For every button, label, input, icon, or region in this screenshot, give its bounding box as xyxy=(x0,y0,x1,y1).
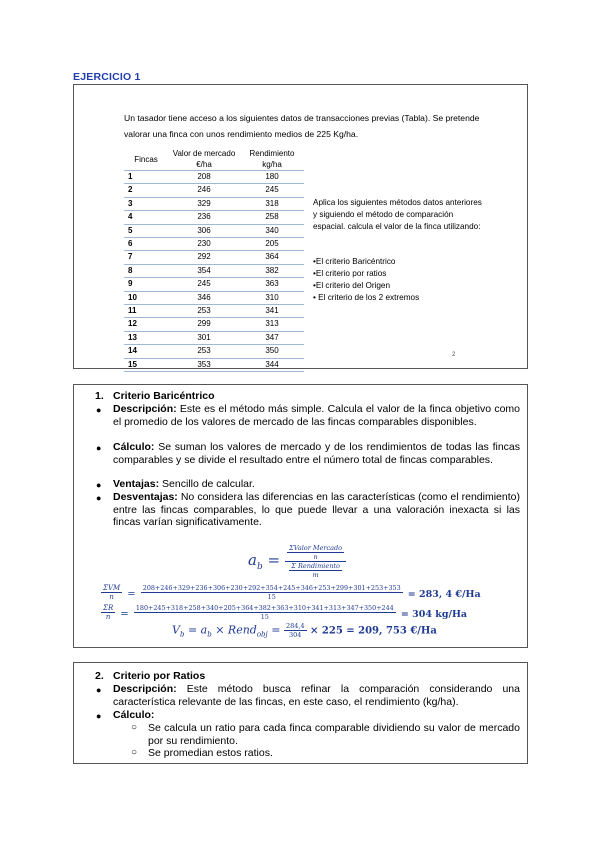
bullet-label: Cálculo: xyxy=(113,709,155,721)
cell-valor: 301 xyxy=(168,331,240,344)
formula-vb-result: × 225 = 209, 753 €/Ha xyxy=(310,625,437,637)
cell-rendimiento: 382 xyxy=(240,264,304,277)
bullet-calculo xyxy=(113,441,520,466)
bullet-descripcion-ratios xyxy=(113,683,520,708)
slide-instructions: Aplica los siguientes métodos datos anteriores y siguiendo el método de comparación espacial. calcula el valor de la finca utilizando: xyxy=(313,198,482,231)
cell-finca: 1 xyxy=(124,171,168,184)
formula-sr-div: 15 xyxy=(260,613,269,621)
cell-rendimiento: 313 xyxy=(240,318,304,331)
table-body xyxy=(124,171,304,372)
table-row xyxy=(124,358,304,371)
formula-svm-result: = 283, 4 €/Ha xyxy=(407,589,481,600)
cell-rendimiento: 245 xyxy=(240,184,304,197)
formula-svm-div: 15 xyxy=(267,593,276,601)
formula-svm-num: ΣVM xyxy=(103,584,121,592)
cell-rendimiento: 318 xyxy=(240,197,304,210)
formula-sr-num: ΣR xyxy=(103,604,114,612)
bullet-icon: ● xyxy=(96,480,102,490)
cell-valor: 292 xyxy=(168,251,240,264)
table-row xyxy=(124,345,304,358)
cell-valor: 329 xyxy=(168,197,240,210)
cell-rendimiento: 344 xyxy=(240,358,304,371)
bullet-text: Sencillo de calcular. xyxy=(159,478,255,490)
cell-finca: 6 xyxy=(124,238,168,251)
cell-rendimiento: 347 xyxy=(240,331,304,344)
cell-finca: 12 xyxy=(124,318,168,331)
section1-heading: Criterio Baricéntrico xyxy=(113,390,215,402)
bullet-label: Desventajas: xyxy=(113,491,178,503)
bullet-descripcion xyxy=(113,403,520,428)
bullet-text: Este método busca refinar la comparación considerando una característica relevante de las fincas, en este caso, el rendimiento (kg/ha). xyxy=(113,683,520,708)
bullet-desventajas xyxy=(113,491,520,529)
bullet-icon: ● xyxy=(96,685,102,695)
cell-rendimiento: 310 xyxy=(240,291,304,304)
cell-valor: 353 xyxy=(168,358,240,371)
section2-heading: Criterio por Ratios xyxy=(113,670,206,682)
cell-rendimiento: 364 xyxy=(240,251,304,264)
cell-finca: 11 xyxy=(124,305,168,318)
cell-finca: 7 xyxy=(124,251,168,264)
bullet-ventajas xyxy=(113,478,520,491)
cell-valor: 253 xyxy=(168,345,240,358)
formula-vb-ab: = a xyxy=(187,623,208,637)
formula-ab-bottom: Σ Rendimiento xyxy=(291,562,340,570)
formula-sr: $\frac{\Sigma R}{n}$ = $\frac{180+245+318+258+340+205+364+382+363+310+341+313+347+350+244}{15}$ = 304 kg/Ha xyxy=(103,604,468,621)
circle-bullet-icon: ○ xyxy=(131,747,138,758)
cell-rendimiento: 341 xyxy=(240,305,304,318)
formula-ab-symbol: a xyxy=(248,551,257,569)
formula-ab-subscript: b xyxy=(256,562,263,572)
formula-vb-symbol: V xyxy=(172,623,180,637)
method-item: • El criterio de los 2 extremos xyxy=(313,293,420,302)
formula-svm-den: n xyxy=(109,593,114,601)
bullet-text: No considera las diferencias en las características (como el rendimiento) entre las fincas comparables, lo que puede llevar a una valoración inexacta si las fincas varían significativamente. xyxy=(113,491,520,529)
formula-vb xyxy=(172,622,437,639)
table-row xyxy=(124,278,304,291)
cell-finca: 13 xyxy=(124,331,168,344)
subbullet-item: Se calcula un ratio para cada finca comparable dividiendo su valor de mercado por su rendimiento. xyxy=(148,722,520,747)
bullet-icon: ● xyxy=(96,405,102,415)
bullet-calculo-ratios xyxy=(113,709,520,722)
table-row xyxy=(124,305,304,318)
cell-finca: 10 xyxy=(124,291,168,304)
cell-valor: 253 xyxy=(168,305,240,318)
formula-ab: $a_b$ = $\frac{\frac{\text{ΣValor Mercado}}{n}}{\frac{\text{Σ Rendimiento}}{m}}$ xyxy=(248,544,346,579)
table-row xyxy=(124,197,304,210)
cell-valor: 245 xyxy=(168,278,240,291)
cell-valor: 208 xyxy=(168,171,240,184)
table-row xyxy=(124,251,304,264)
cell-finca: 3 xyxy=(124,197,168,210)
bullet-text: Este es el método más simple. Calcula el valor de la finca objetivo como el promedio de los valores de mercado de las fincas comparables disponibles. xyxy=(113,403,520,428)
cell-valor: 354 xyxy=(168,264,240,277)
formula-vb-rend: × Rend xyxy=(215,623,257,637)
cell-valor: 230 xyxy=(168,238,240,251)
bullet-label: Cálculo: xyxy=(113,441,155,453)
table-row xyxy=(124,264,304,277)
bullet-icon: ● xyxy=(96,711,102,721)
table-row xyxy=(124,331,304,344)
cell-finca: 5 xyxy=(124,224,168,237)
table-header-rendimiento: Rendimiento kg/ha xyxy=(249,149,295,169)
cell-finca: 15 xyxy=(124,358,168,371)
cell-valor: 299 xyxy=(168,318,240,331)
subbullet-item: Se promedian estos ratios. xyxy=(148,747,273,759)
table-row xyxy=(124,184,304,197)
table-header-valor: Valor de mercado €/ha xyxy=(172,149,236,169)
transactions-table xyxy=(124,148,304,372)
cell-finca: 14 xyxy=(124,345,168,358)
cell-valor: 246 xyxy=(168,184,240,197)
table-row xyxy=(124,211,304,224)
formula-sr-sum: 180+245+318+258+340+205+364+382+363+310+341+313+347+350+244 xyxy=(135,604,394,612)
bullet-label: Descripción: xyxy=(113,683,177,695)
circle-bullet-icon: ○ xyxy=(131,722,138,733)
cell-valor: 346 xyxy=(168,291,240,304)
table-header-fincas: Fincas xyxy=(134,154,158,164)
cell-rendimiento: 205 xyxy=(240,238,304,251)
formula-vb-ab-sub: b xyxy=(207,630,212,639)
cell-finca: 4 xyxy=(124,211,168,224)
table-row xyxy=(124,224,304,237)
bullet-icon: ● xyxy=(96,443,102,453)
formula-sr-result: = 304 kg/Ha xyxy=(400,609,468,620)
cell-finca: 8 xyxy=(124,264,168,277)
method-item: •El criterio Baricéntrico xyxy=(313,257,396,266)
slide-page-number: 2 xyxy=(452,352,456,358)
method-item: •El criterio por ratios xyxy=(313,269,387,278)
formula-ab-top-den: n xyxy=(313,553,318,561)
formula-ab-bottom-den: m xyxy=(312,571,319,579)
section1-number: 1. xyxy=(95,390,104,402)
table-row xyxy=(124,238,304,251)
cell-rendimiento: 350 xyxy=(240,345,304,358)
page-title: EJERCICIO 1 xyxy=(73,71,141,83)
bullet-icon: ● xyxy=(96,493,102,503)
cell-rendimiento: 363 xyxy=(240,278,304,291)
cell-rendimiento: 340 xyxy=(240,224,304,237)
method-item: •El criterio del Origen xyxy=(313,281,391,290)
formula-vb-subscript: b xyxy=(179,630,185,639)
section2-number: 2. xyxy=(95,670,104,682)
formula-vb-equals: = xyxy=(271,623,281,637)
formula-vb-frac-num: 284,4 xyxy=(285,622,305,630)
table-row xyxy=(124,291,304,304)
bullet-label: Ventajas: xyxy=(113,478,160,490)
cell-finca: 2 xyxy=(124,184,168,197)
cell-rendimiento: 258 xyxy=(240,211,304,224)
bullet-text: Se suman los valores de mercado y de los rendimientos de todas las fincas comparables y se divide el resultado entre el número total de fincas comparables. xyxy=(113,441,520,466)
cell-rendimiento: 180 xyxy=(240,171,304,184)
bullet-label: Descripción: xyxy=(113,403,177,415)
formula-sr-den: n xyxy=(105,613,111,621)
cell-finca: 9 xyxy=(124,278,168,291)
formula-svm: $\frac{\text{ΣVM}}{n}$ = $\frac{208+246+329+236+306+230+292+354+245+346+253+299+301+253+353}{15}$ = 283, 4 €/Ha xyxy=(103,584,481,601)
table-row xyxy=(124,318,304,331)
cell-valor: 306 xyxy=(168,224,240,237)
methods-list xyxy=(313,256,493,304)
slide-intro-text: Un tasador tiene acceso a los siguientes datos de transacciones previas (Tabla). Se pretende valorar una finca con unos rendimiento medios de 225 Kg/ha. xyxy=(124,113,480,139)
formula-ab-top: ΣValor Mercado xyxy=(289,544,343,552)
cell-valor: 236 xyxy=(168,211,240,224)
formula-vb-rend-sub: obj xyxy=(256,630,268,639)
table-row xyxy=(124,171,304,184)
formula-svm-sum: 208+246+329+236+306+230+292+354+245+346+253+299+301+253+353 xyxy=(142,584,401,592)
formula-vb-frac-den: 304 xyxy=(289,631,302,639)
